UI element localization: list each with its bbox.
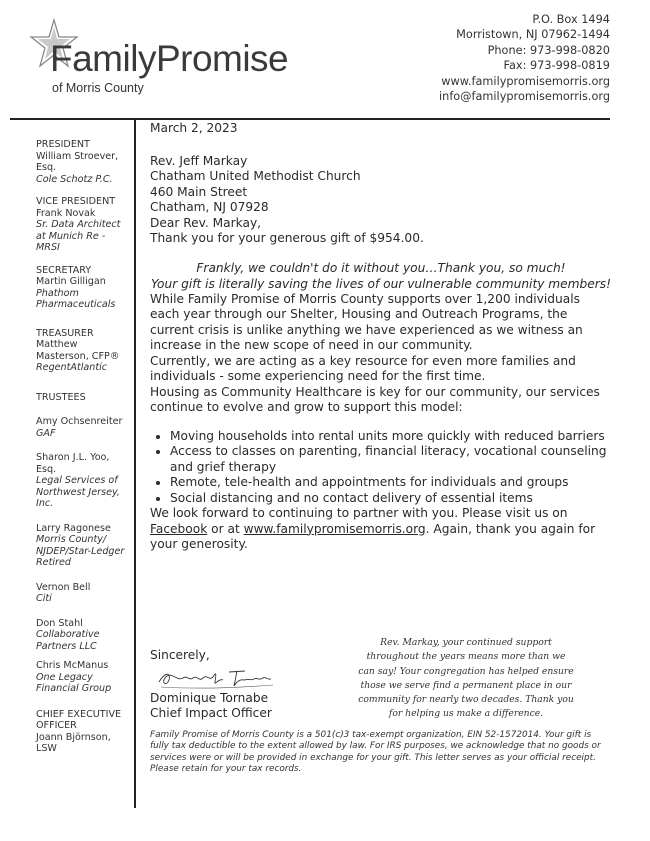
vp-org: MRSI [36, 242, 60, 253]
sidebar-divider [134, 118, 136, 808]
contact-block [439, 12, 610, 104]
signature-image [155, 666, 280, 690]
note-line: Rev. Markay, your continued support [380, 637, 552, 648]
ceo-name: Joann Björnson, [36, 731, 111, 743]
note-line: throughout the years means more than we [366, 651, 566, 663]
trustee-name: Don Stahl [36, 617, 83, 629]
treasurer-org: RegentAtlantic [36, 362, 108, 373]
services-list [150, 429, 612, 507]
vp-org: at Munich Re - [36, 230, 106, 242]
trustee [36, 523, 128, 569]
facebook-link[interactable]: Facebook [150, 521, 208, 536]
paragraph [150, 506, 612, 553]
president-name-suffix: Esq. [36, 162, 57, 173]
email: info@familypromisemorris.org [439, 90, 610, 104]
closing: Sincerely, [150, 648, 210, 662]
trustee-org: Financial Group [36, 683, 112, 694]
trustee-name: Chris McManus [36, 660, 109, 671]
paragraph-text: or at [207, 521, 244, 536]
logo-wordmark: FamilyPromise [50, 38, 289, 79]
treasurer-title: TREASURER [36, 327, 94, 339]
thanks-line: Thank you for your generous gift of $954.00. [150, 231, 424, 245]
trustee-name: Sharon J.L. Yoo, [36, 452, 110, 463]
salutation: Dear Rev. Markay, [150, 215, 262, 230]
note-line: community for nearly two decades. Thank you [358, 694, 574, 706]
secretary-org: Pharmaceuticals [36, 299, 116, 310]
recipient-address [150, 154, 612, 216]
vp-title: VICE PRESIDENT [36, 196, 116, 207]
treasurer-name: Matthew [36, 339, 78, 350]
handwritten-note [322, 636, 610, 722]
website: www.familypromisemorris.org [441, 74, 610, 88]
address-line: Chatham, NJ 07928 [150, 200, 269, 214]
trustee-org: Legal Services of [36, 475, 118, 486]
trustee-org: Northwest Jersey, [36, 486, 120, 498]
vp-org: Sr. Data Architect [36, 219, 121, 230]
signer-name: Dominique Tornabe [150, 690, 269, 705]
fax: Fax: 973-998-0819 [503, 59, 610, 73]
ceo-name: LSW [36, 743, 57, 754]
trustee-name: Amy Ochsenreiter [36, 416, 123, 427]
president-title: PRESIDENT [36, 139, 90, 150]
trustee-name: Larry Ragonese [36, 522, 111, 534]
list-item: • Moving households into rental units more quickly with reduced barriers [170, 429, 612, 445]
trustees-title: TRUSTEES [36, 391, 86, 403]
trustee-name: Vernon Bell [36, 581, 91, 593]
trustee-org: Collaborative [36, 629, 100, 640]
address-line: Chatham United Methodist Church [150, 169, 361, 183]
tax-footer: Family Promise of Morris County is a 501(c)3 tax-exempt organization, EIN 52-1572014. Your gift is fully tax deductible to the extent allowed by law. For IRS purposes, we acknowledge that no goods or services were or will be provided in exchange for your gift. This letter serves as your official receipt. Please retain for your tax records. [150, 730, 601, 775]
list-item: • Remote, tele-health and appointments for individuals and groups [170, 475, 612, 491]
logo-subtitle: of Morris County [52, 81, 144, 95]
treasurer-name: Masterson, CFP® [36, 350, 120, 362]
paragraph-text: We look forward to continuing to partner with you. Please visit us on [150, 506, 568, 520]
paragraph-text: . Again, thank you again for your generosity. [150, 521, 596, 551]
president-org: Cole Schotz P.C. [36, 173, 113, 185]
vp-name: Frank Novak [36, 207, 96, 219]
list-item: • Social distancing and no contact delivery of essential items [170, 491, 612, 507]
list-item: • Access to classes on parenting, financial literacy, vocational counseling and grief therapy [170, 444, 612, 475]
note-line: can say! Your congregation has helped ensure [358, 665, 574, 677]
board-sidebar [36, 139, 128, 755]
header-divider [10, 118, 610, 120]
trustee-org: Morris County/ [36, 534, 107, 545]
address-line: Rev. Jeff Markay [150, 153, 248, 168]
trustee [36, 452, 128, 510]
ceo-title: OFFICER [36, 720, 77, 731]
address-line: 460 Main Street [150, 184, 248, 199]
president-name: William Stroever, [36, 150, 119, 162]
trustee-org: Inc. [36, 498, 54, 509]
note-line: for helping us make a difference. [388, 708, 544, 720]
trustee-name: Esq. [36, 463, 57, 475]
note-line: those we serve find a permanent place in our [360, 679, 572, 691]
signer-title: Chief Impact Officer [150, 706, 272, 720]
trustee [36, 618, 128, 653]
letter-date: March 2, 2023 [150, 121, 238, 135]
ceo-title: CHIEF EXECUTIVE [36, 708, 122, 720]
website-link[interactable]: www.familypromisemorris.org [243, 521, 426, 536]
trustee [36, 582, 128, 605]
trustee-org: Citi [36, 593, 52, 604]
secretary-org: Phathom [36, 287, 79, 299]
trustee-org: GAF [36, 427, 56, 439]
trustee-org: Partners LLC [36, 640, 97, 652]
trustee [36, 416, 128, 439]
paragraph: While Family Promise of Morris County supports over 1,200 individuals each year through our Shelter, Housing and Outreach Programs, the current crisis is unlike anything we have experienced as we witness an increase in the new scope of need in our community. [150, 291, 583, 352]
trustee-org: Retired [36, 557, 71, 568]
letter-body [150, 121, 612, 553]
trustee-org: One Legacy [36, 671, 93, 683]
secretary-title: SECRETARY [36, 264, 92, 276]
quote-line: Your gift is literally saving the lives of our vulnerable community members! [150, 276, 612, 291]
trustee [36, 660, 128, 695]
phone: Phone: 973-998-0820 [487, 43, 610, 57]
secretary-name: Martin Gilligan [36, 276, 106, 287]
paragraph: Housing as Community Healthcare is key for our community, our services continue to evolve and grow to support this model: [150, 384, 600, 414]
trustee-org: NJDEP/Star-Ledger [36, 545, 125, 557]
paragraph: Currently, we are acting as a key resource for even more families and individuals - some experiencing need for the first time. [150, 353, 576, 383]
city-line: Morristown, NJ 07962-1494 [456, 28, 610, 42]
quote-block [150, 260, 612, 292]
po-box: P.O. Box 1494 [532, 13, 610, 26]
quote-line: Frankly, we couldn't do it without you…Thank you, so much! [196, 260, 566, 275]
